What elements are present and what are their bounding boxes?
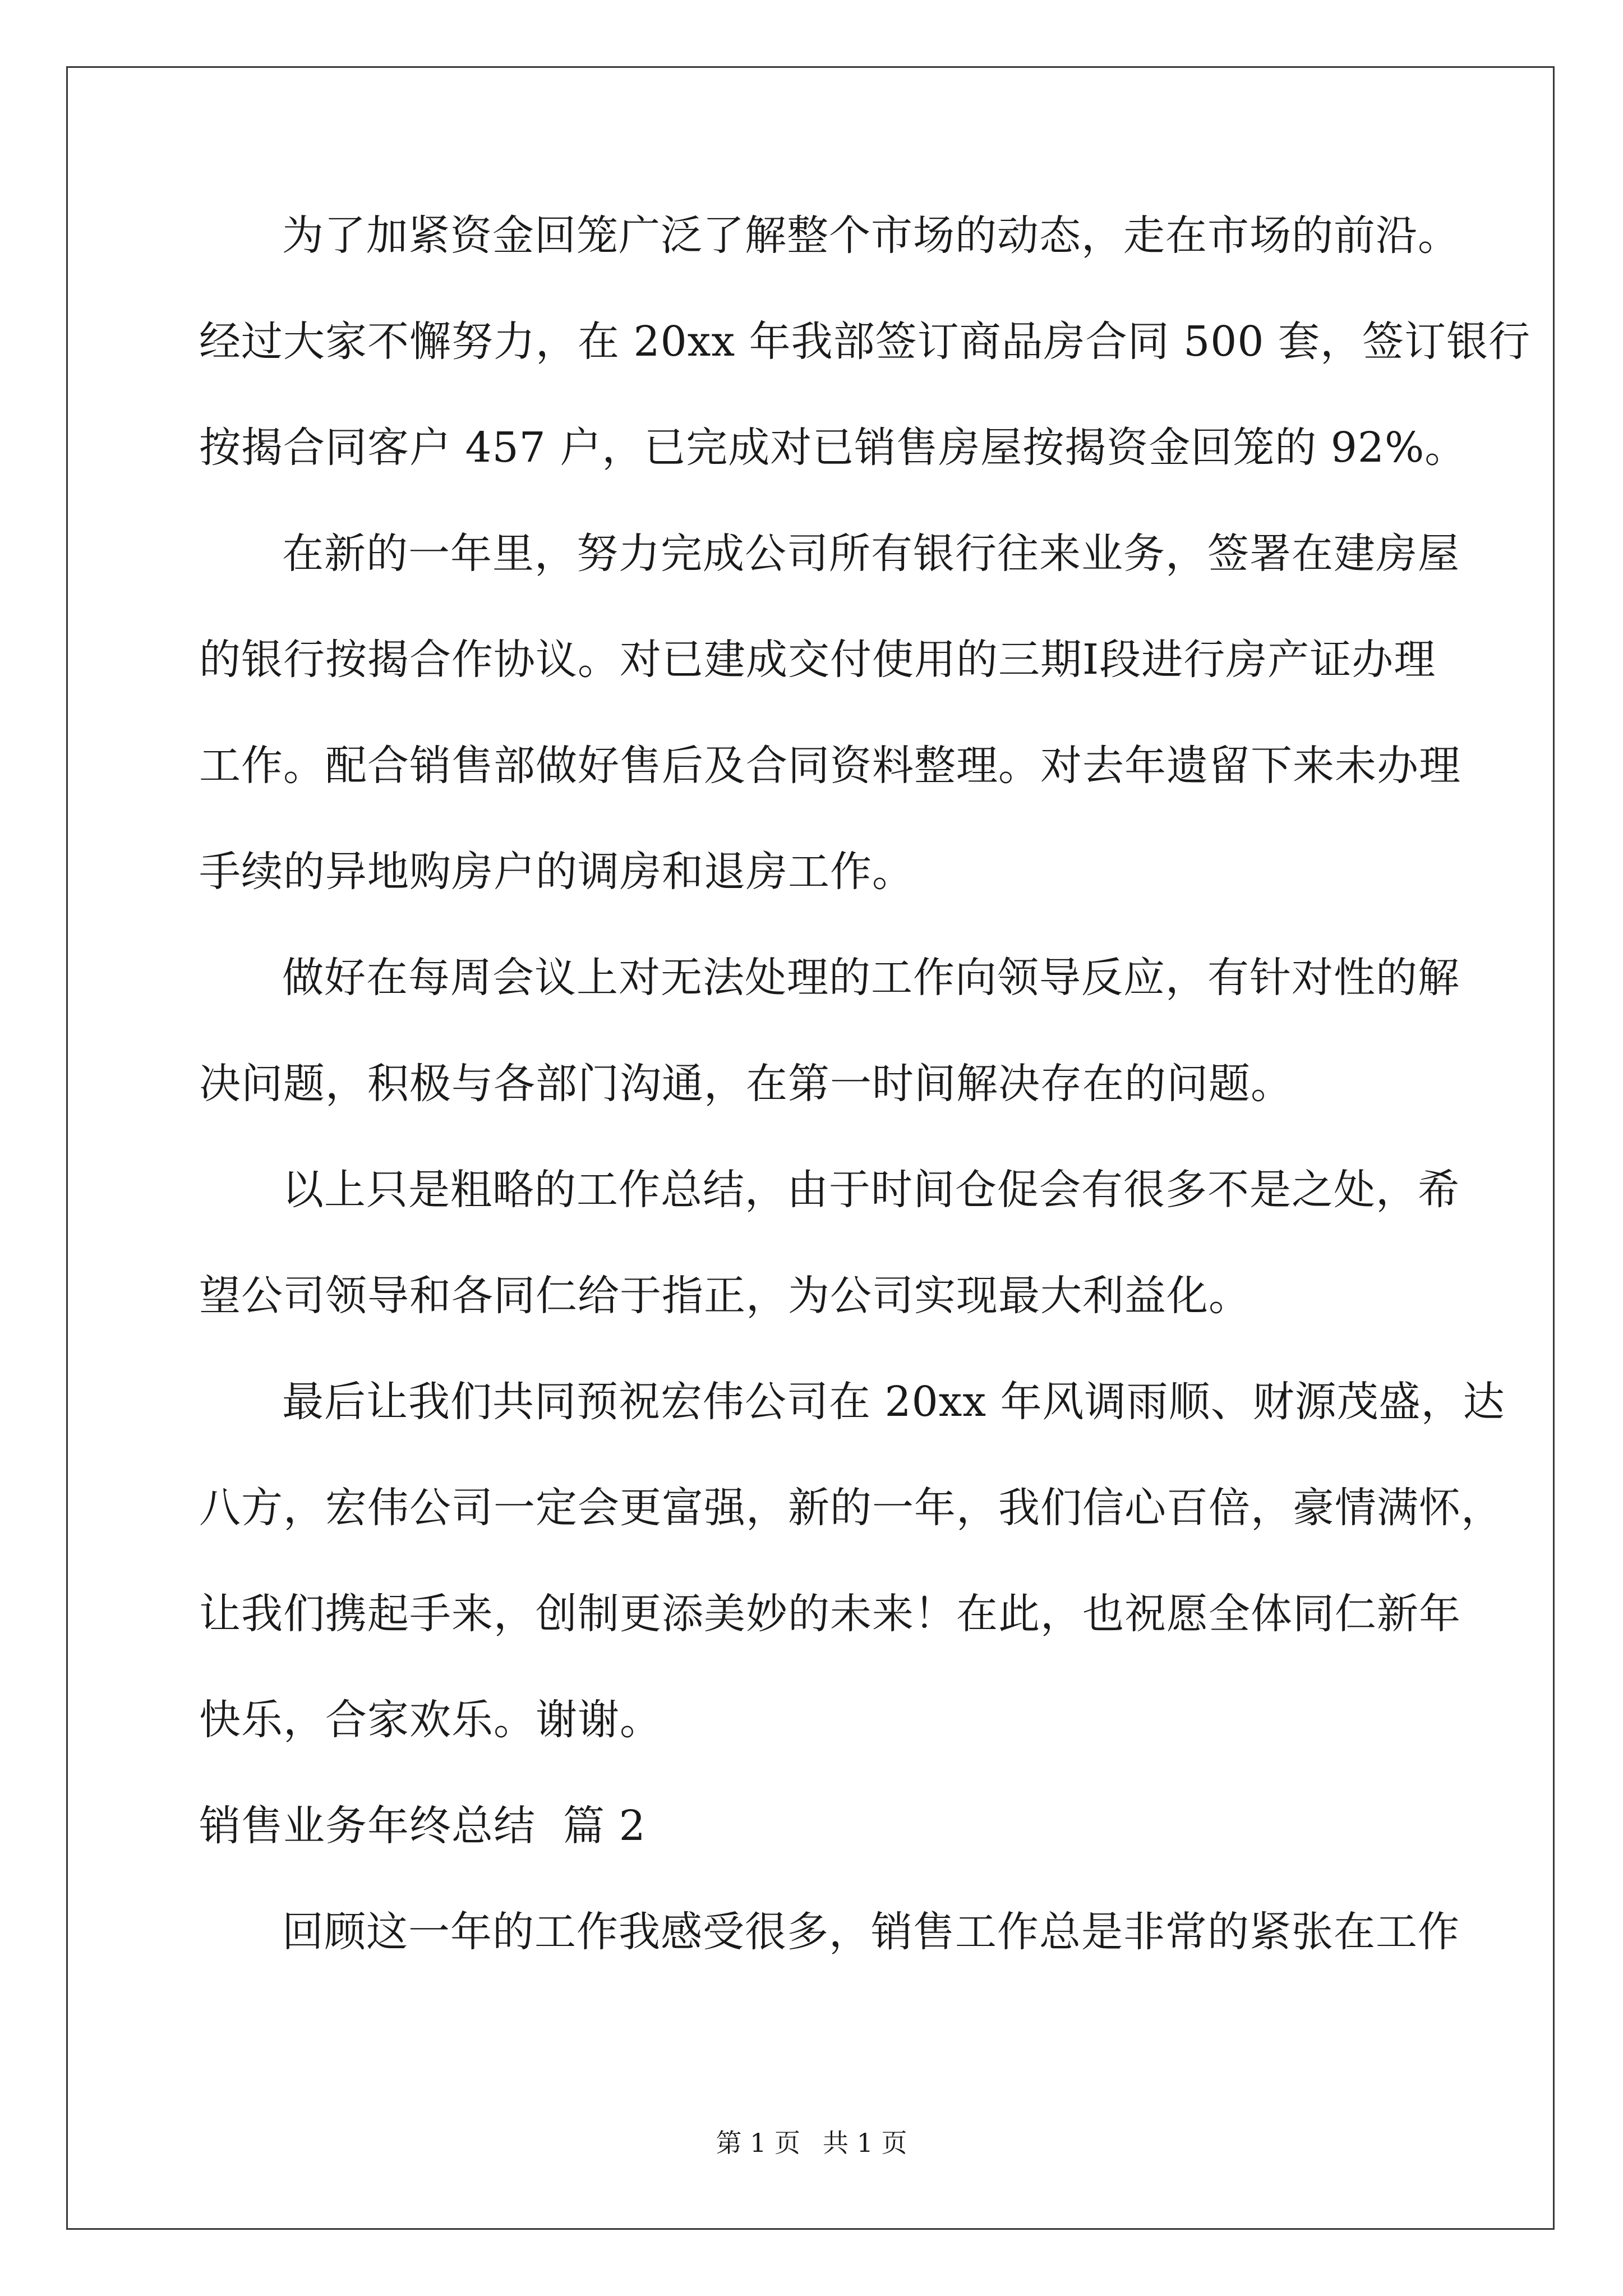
paragraph-line: 经过大家不懈努力，在 20xx 年我部签订商品房合同 500 套，签订银行 [199, 318, 1530, 366]
page-footer [0, 2126, 1623, 2160]
paragraph-line: 工作。配合销售部做好售后及合同资料整理。对去年遗留下来未办理 [199, 742, 1461, 790]
paragraph-line: 快乐，合家欢乐。谢谢。 [199, 1696, 662, 1744]
section-heading: 销售业务年终总结 篇 2 [199, 1802, 646, 1850]
page-total: 共 1 页 [823, 2128, 907, 2158]
paragraph-line: 的银行按揭合作协议。对已建成交付使用的三期Ⅰ段进行房产证办理 [199, 636, 1436, 684]
paragraph-line: 手续的异地购房户的调房和退房工作。 [199, 848, 914, 896]
paragraph-line: 按揭合同客户 457 户，已完成对已销售房屋按揭资金回笼的 92%。 [199, 424, 1467, 472]
paragraph-line: 望公司领导和各同仁给于指正，为公司实现最大利益化。 [199, 1272, 1251, 1320]
paragraph-line: 八方，宏伟公司一定会更富强，新的一年，我们信心百倍，豪情满怀， [199, 1484, 1503, 1532]
paragraph-line: 为了加紧资金回笼广泛了解整个市场的动态，走在市场的前沿。 [282, 211, 1460, 260]
page-number: 第 1 页 [716, 2128, 800, 2158]
paragraph-line: 以上只是粗略的工作总结，由于时间仓促会有很多不是之处，希 [282, 1166, 1460, 1214]
paragraph-line: 在新的一年里，努力完成公司所有银行往来业务，签署在建房屋 [282, 530, 1460, 578]
paragraph-line: 做好在每周会议上对无法处理的工作向领导反应，有针对性的解 [282, 954, 1460, 1002]
document-body [199, 208, 1530, 2010]
paragraph-line: 最后让我们共同预祝宏伟公司在 20xx 年风调雨顺、财源茂盛，达 [282, 1378, 1505, 1426]
paragraph-line: 决问题，积极与各部门沟通，在第一时间解决存在的问题。 [199, 1060, 1293, 1108]
paragraph-line: 回顾这一年的工作我感受很多，销售工作总是非常的紧张在工作 [282, 1908, 1460, 1956]
paragraph-line: 让我们携起手来，创制更添美妙的未来！在此，也祝愿全体同仁新年 [199, 1590, 1461, 1638]
